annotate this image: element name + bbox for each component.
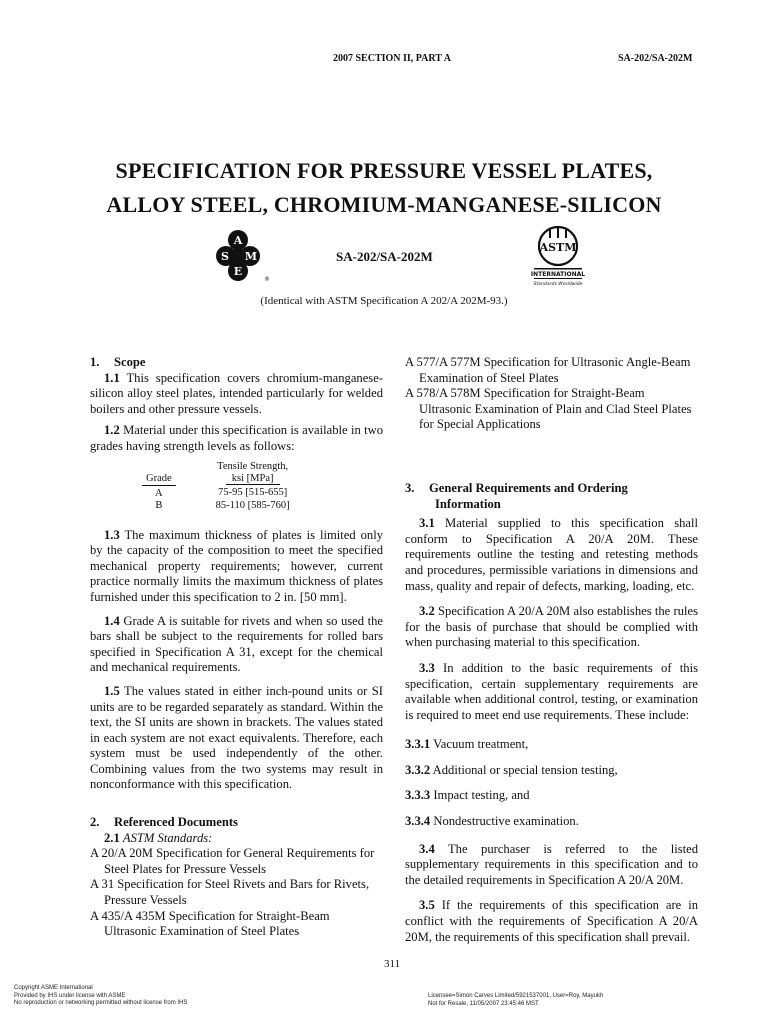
para-3-5-text: If the requirements of this specification are in conflict with the requirements of Specification A 20/A 20M, the requirements of this specification shall prevail.: [405, 898, 699, 944]
list-item-text: Additional or special tension testing,: [432, 762, 618, 777]
reference-item: A 578/A 578M Specification for Straight-Beam Ultrasonic Examination of Plain and Clad Steel Plates for Special Applications: [405, 386, 692, 432]
list-item-number: 3.3.3: [405, 788, 431, 803]
astm-letters: ASTM: [539, 241, 577, 254]
footer-copyright: [14, 985, 187, 1008]
list-item-number: 3.3.1: [405, 737, 431, 752]
section-3-number: 3.: [405, 480, 415, 495]
para-1-2: [90, 423, 383, 454]
section-3-heading: [405, 481, 698, 512]
footer-license: [428, 993, 603, 1008]
asme-letter-m: M: [244, 250, 258, 263]
para-2-1: [90, 831, 383, 847]
footer-right-line-2: Not for Resale, 11/05/2007 23:45:46 MST: [428, 1000, 539, 1007]
para-1-4: [90, 614, 383, 676]
list-item: [405, 788, 698, 804]
para-3-1-text: Material supplied to this specification shall conform to Specification A 20/A 20M. These requirements outline the testing and retesting methods and procedures, permissible variations in dimensions and mass, quality and repair of defects, marking, loading, etc.: [405, 516, 698, 593]
list-item: [405, 737, 698, 753]
astm-tagline: Standards Worldwide: [533, 282, 583, 287]
astm-caption: INTERNATIONAL: [530, 271, 586, 278]
section-1-heading: [90, 355, 383, 371]
para-1-2-number: 1.2: [104, 423, 120, 438]
section-2-title: Referenced Documents: [114, 815, 238, 830]
footer-left-line-1: Copyright ASME International: [14, 985, 93, 991]
para-3-3-number: 3.3: [419, 660, 435, 675]
right-column: [405, 355, 698, 945]
footer-right-line-1: Licensee=Simon Carves Limited/5921537001, User=Roy, Mayukh: [428, 993, 604, 999]
para-3-4: [405, 842, 698, 889]
list-item-number: 3.3.2: [405, 762, 431, 777]
list-item-text: Vacuum treatment,: [433, 737, 529, 752]
identical-note: (Identical with ASTM Specification A 202/A 202M-93.): [260, 295, 508, 307]
table-header-strength-2: ksi [MPa]: [226, 473, 280, 485]
section-1-number: 1.: [90, 355, 100, 369]
designation: SA-202/SA-202M: [336, 249, 433, 264]
asme-letter-s: S: [221, 250, 229, 263]
para-1-4-number: 1.4: [104, 613, 120, 628]
section-3-title-line-1: General Requirements and Ordering: [429, 480, 628, 495]
para-3-5: [405, 898, 698, 945]
para-3-1: [405, 516, 698, 594]
section-2-number: 2.: [90, 815, 100, 830]
para-1-3: [90, 528, 383, 606]
para-2-1-number: 2.1: [104, 830, 120, 845]
reference-item: A 31 Specification for Steel Rivets and Bars for Rivets, Pressure Vessels: [90, 877, 370, 908]
left-column: [90, 355, 383, 940]
para-3-4-text: The purchaser is referred to the listed supplementary requirements in this specification and to the detailed requirements in Specification A 20/A 20M.: [405, 841, 698, 887]
asme-letter-a: A: [233, 234, 243, 247]
para-1-5: [90, 684, 383, 793]
table-row: [142, 500, 294, 512]
para-3-3: [405, 661, 698, 723]
running-header-right: SA-202/SA-202M: [618, 53, 693, 64]
reference-item: A 20/A 20M Specification for General Requirements for Steel Plates for Pressure Vessels: [90, 846, 375, 876]
footer-left-line-3: No reproduction or networking permitted without license from IHS: [14, 1000, 188, 1006]
para-1-3-text: The maximum thickness of plates is limited only by the capacity of the composition to meet the specified mechanical property requirements; however, current practice normally limits the maximum thickness of plates furnished under this specification to 2 in. [50 mm].: [90, 527, 383, 604]
document-title-line-1: SPECIFICATION FOR PRESSURE VESSEL PLATES,: [115, 158, 653, 183]
para-3-2-text: Specification A 20/A 20M also establishes the rules for the basis of purchase that should be complied with when purchasing material to this specification.: [405, 604, 698, 650]
para-1-3-number: 1.3: [104, 527, 120, 542]
para-3-3-text: In addition to the basic requirements of this specification, certain supplementary requirements are available when additional control, testing, or examination is required to meet end use requirements. These include:: [405, 660, 698, 722]
table-cell-grade: B: [155, 499, 163, 511]
reference-item: A 577/A 577M Specification for Ultrasonic Angle-Beam Examination of Steel Plates: [405, 355, 691, 385]
list-item-number: 3.3.4: [405, 814, 431, 829]
astm-logo-icon: [528, 224, 588, 290]
list-item-text: Impact testing, and: [433, 788, 530, 803]
para-3-1-number: 3.1: [419, 516, 435, 531]
grade-strength-table: [142, 461, 294, 512]
page-number: 311: [384, 958, 401, 970]
svg-text:®: ®: [264, 276, 270, 283]
table-header-grade: Grade: [142, 473, 176, 486]
running-header-left: 2007 SECTION II, PART A: [333, 53, 451, 64]
para-3-4-number: 3.4: [419, 841, 435, 856]
section-1-title: Scope: [114, 355, 146, 369]
para-1-5-number: 1.5: [104, 683, 120, 698]
para-1-2-text: Material under this specification is available in two grades having strength levels as follows:: [90, 423, 383, 453]
footer-left-line-2: Provided by IHS under license with ASME: [14, 992, 126, 999]
list-item-text: Nondestructive examination.: [433, 814, 579, 829]
table-cell-grade: A: [155, 487, 163, 499]
section-3-title-line-2: Information: [435, 496, 501, 511]
table-cell-strength: 85-110 [585-760]: [215, 499, 290, 511]
para-1-4-text: Grade A is suitable for rivets and when so used the bars shall be subject to the requirements for rolled bars specified in Specification A 31, except for the chemical and mechanical requirements.: [90, 613, 383, 675]
table-header-empty: [142, 461, 176, 473]
para-1-1: [90, 371, 383, 418]
list-item: [405, 763, 698, 779]
para-3-2: [405, 604, 698, 651]
table-cell-strength: 75-95 [515-655]: [218, 487, 288, 499]
para-1-1-number: 1.1: [104, 370, 120, 385]
table-header-strength-1: Tensile Strength,: [217, 460, 289, 472]
para-1-5-text: The values stated in either inch-pound units or SI units are to be regarded separately as standard. Within the text, the SI units are shown in brackets. The values stated in each system are not exact equivalents. Therefore, each system must be used independently of the other. Combining values from the two systems may result in nonconformance with this specification.: [90, 683, 384, 792]
list-item: [405, 814, 698, 830]
para-3-5-number: 3.5: [419, 898, 435, 913]
para-3-2-number: 3.2: [419, 604, 435, 619]
reference-item: A 435/A 435M Specification for Straight-Beam Ultrasonic Examination of Steel Plates: [90, 908, 330, 939]
asme-logo-icon: [208, 228, 268, 284]
para-2-1-label: ASTM Standards:: [122, 830, 213, 845]
section-2-heading: [90, 815, 383, 831]
asme-letter-e: E: [233, 265, 243, 278]
para-1-1-text: This specification covers chromium-manganese-silicon alloy steel plates, intended particularly for welded boilers and other pressure vessels.: [90, 370, 383, 416]
table-row: [142, 485, 294, 500]
document-title-line-2: ALLOY STEEL, CHROMIUM-MANGANESE-SILICON: [106, 192, 662, 217]
